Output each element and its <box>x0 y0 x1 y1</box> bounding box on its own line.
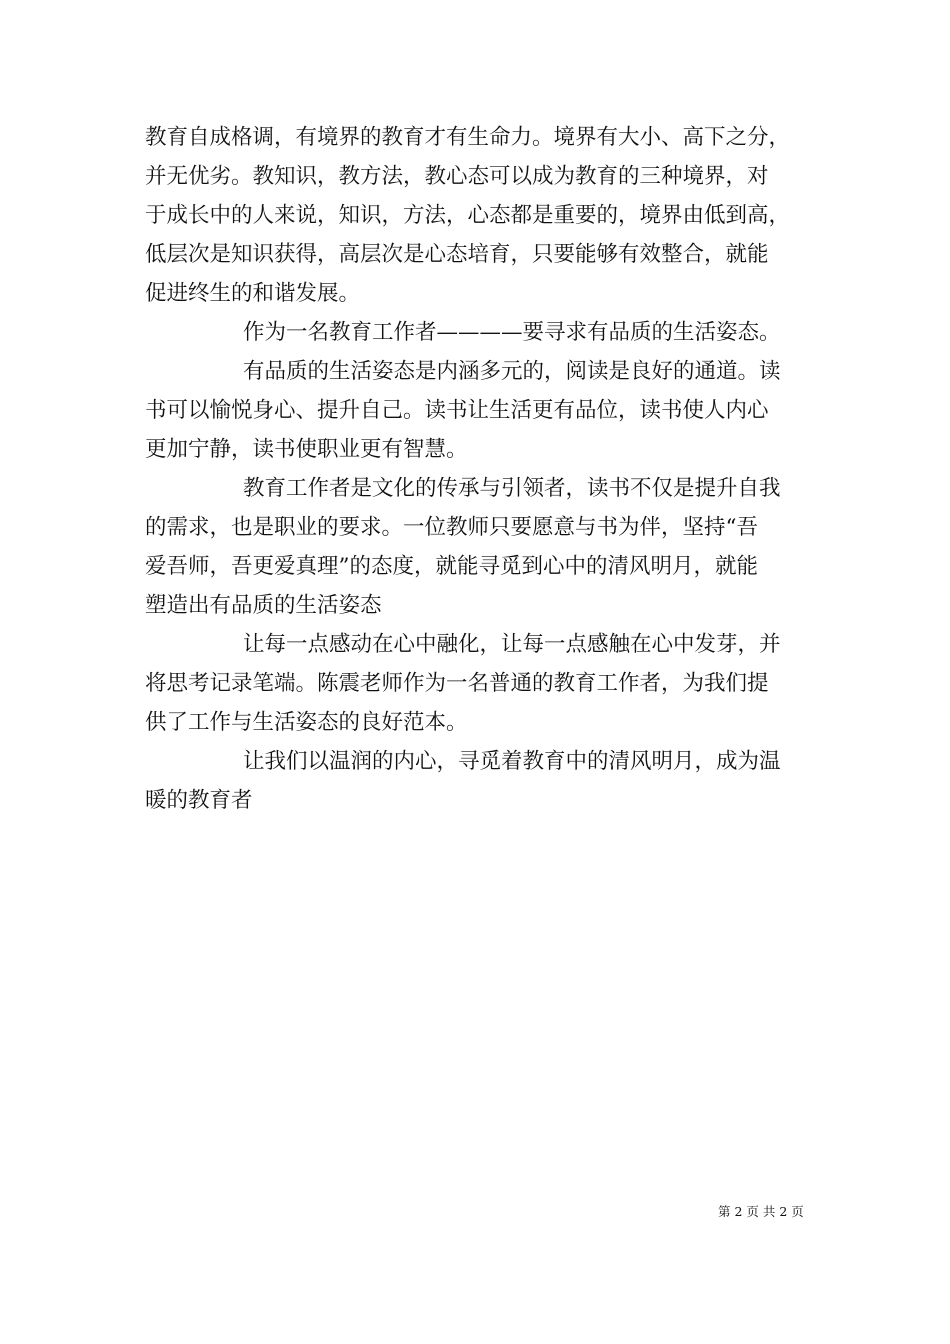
text-line: 的需求，也是职业的要求。一位教师只要愿意与书为伴，坚持“吾 <box>145 515 758 540</box>
text-line: 爱吾师，吾更爱真理”的态度，就能寻觅到心中的清风明月，就能 <box>145 554 758 579</box>
text-line: 促进终生的和谐发展。 <box>145 281 361 306</box>
text-line: 并无优劣。教知识，教方法，教心态可以成为教育的三种境界，对 <box>145 164 769 189</box>
text-line: 更加宁静，读书使职业更有智慧。 <box>145 437 468 462</box>
text-line: 将思考记录笔端。陈震老师作为一名普通的教育工作者，为我们提 <box>145 671 769 696</box>
text-line: 让我们以温润的内心，寻觅着教育中的清风明月，成为温 <box>243 749 781 774</box>
document-body <box>145 118 807 820</box>
text-line: 供了工作与生活姿态的良好范本。 <box>145 710 468 735</box>
text-line: 有品质的生活姿态是内涵多元的，阅读是良好的通道。读 <box>243 359 781 384</box>
text-line: 作为一名教育工作者————要寻求有品质的生活姿态。 <box>243 320 781 345</box>
text-line: 塑造出有品质的生活姿态 <box>145 593 382 618</box>
text-line: 于成长中的人来说，知识，方法，心态都是重要的，境界由低到高， <box>145 203 791 228</box>
text-line: 教育工作者是文化的传承与引领者，读书不仅是提升自我 <box>243 476 781 501</box>
text-line: 让每一点感动在心中融化，让每一点感触在心中发芽，并 <box>243 632 781 657</box>
text-line: 教育自成格调，有境界的教育才有生命力。境界有大小、高下之分， <box>145 125 791 150</box>
page-number-footer: 第 2 页 共 2 页 <box>718 1204 804 1219</box>
text-line: 书可以愉悦身心、提升自己。读书让生活更有品位，读书使人内心 <box>145 398 769 423</box>
text-line: 暖的教育者 <box>145 788 253 813</box>
text-line: 低层次是知识获得，高层次是心态培育，只要能够有效整合，就能 <box>145 242 769 267</box>
